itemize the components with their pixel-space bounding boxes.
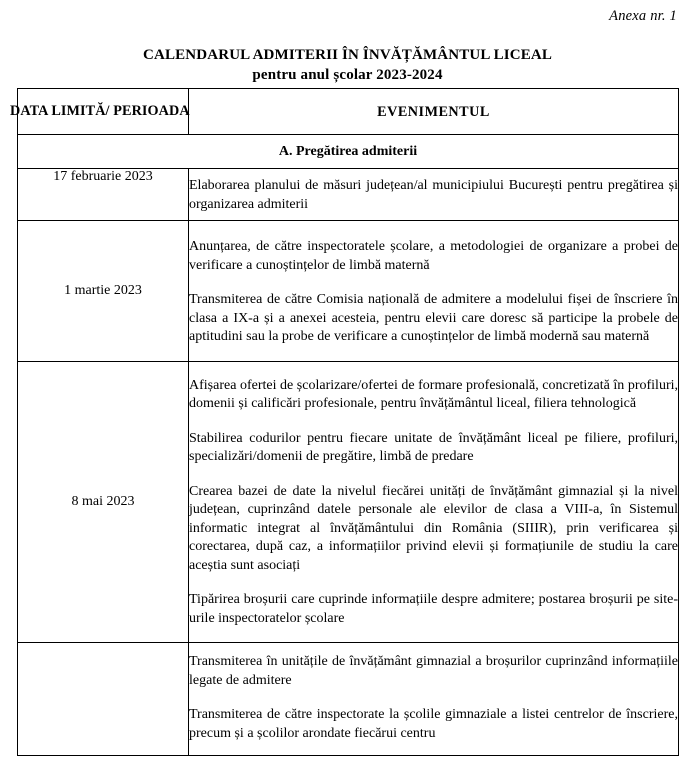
row-date: 17 februarie 2023 <box>18 169 189 221</box>
event-paragraph: Transmiterea de către Comisia națională de admitere a modelului fișei de înscriere în clasa a IX-a și a anexei acesteia, pentru elevii care doresc să participe la probele de aptitudini sau la probe de verificare a cunoștințelor de limbă modernă sau maternă <box>189 292 678 344</box>
header-cell-date <box>10 89 190 135</box>
event-paragraph: Transmiterea în unitățile de învățământ gimnazial a broșurilor cuprinzând informațiile legate de admitere <box>189 654 678 688</box>
header-cell-event <box>189 89 679 135</box>
table-row <box>18 643 679 756</box>
table-row <box>18 361 679 643</box>
section-header-row <box>18 135 679 169</box>
table-header-row <box>18 89 679 135</box>
header-event-label: EVENIMENTUL <box>377 103 490 120</box>
row-events <box>189 361 679 643</box>
event-paragraph: Tipărirea broșurii care cuprinde informațiile despre admitere; postarea broșurii pe site-urile inspectoratelor școlare <box>189 592 678 626</box>
row-events <box>189 643 679 756</box>
row-date <box>18 643 189 756</box>
event-paragraph: Anunțarea, de către inspectoratele școlare, a metodologiei de organizare a probei de verificare a cunoștințelor de limbă maternă <box>189 239 678 273</box>
event-paragraph: Elaborarea planului de măsuri județean/al municipiului București pentru pregătirea și organizarea admiterii <box>189 178 678 212</box>
section-a-label: A. Pregătirea admiterii <box>18 135 679 169</box>
admissions-calendar-table <box>10 88 679 756</box>
event-paragraph: Transmiterea de către inspectorate la școlile gimnaziale a listei centrelor de înscriere, precum și a școlilor arondate fiecărui centru <box>189 707 678 741</box>
event-paragraph: Stabilirea codurilor pentru fiecare unitate de învățământ liceal pe filiere, profiluri, specializări/domenii de pregătire, limbă de predare <box>189 430 678 464</box>
page-subtitle: pentru anul școlar 2023-2024 <box>252 67 443 83</box>
annex-label: Anexa nr. 1 <box>609 8 677 24</box>
row-date: 8 mai 2023 <box>18 361 189 643</box>
event-paragraph: Crearea bazei de date la nivelul fiecărei unități de învățământ gimnazial și la nivel județean, cuprinzând datele personale ale elevilor de clasa a VIII-a, în Sistemul informatic integrat al învățământului din România (SIIIR), prin verificarea și corectarea, după caz, a informațiilor privind elevii și formațiunile de studiu la care aceștia sunt asociați <box>189 483 678 573</box>
header-date-label: DATA LIMITĂ/ PERIOADA <box>10 103 190 119</box>
row-events <box>189 221 679 362</box>
page-title: CALENDARUL ADMITERII ÎN ÎNVĂȚĂMÂNTUL LICEAL <box>142 47 552 63</box>
event-paragraph: Afișarea ofertei de școlarizare/ofertei de formare profesională, concretizată în profiluri, domenii și calificări profesionale, pentru învățământul liceal, filiera tehnologică <box>189 377 678 411</box>
table-row <box>18 221 679 362</box>
row-date: 1 martie 2023 <box>18 221 189 362</box>
row-events <box>189 169 679 221</box>
table-row <box>18 169 679 221</box>
